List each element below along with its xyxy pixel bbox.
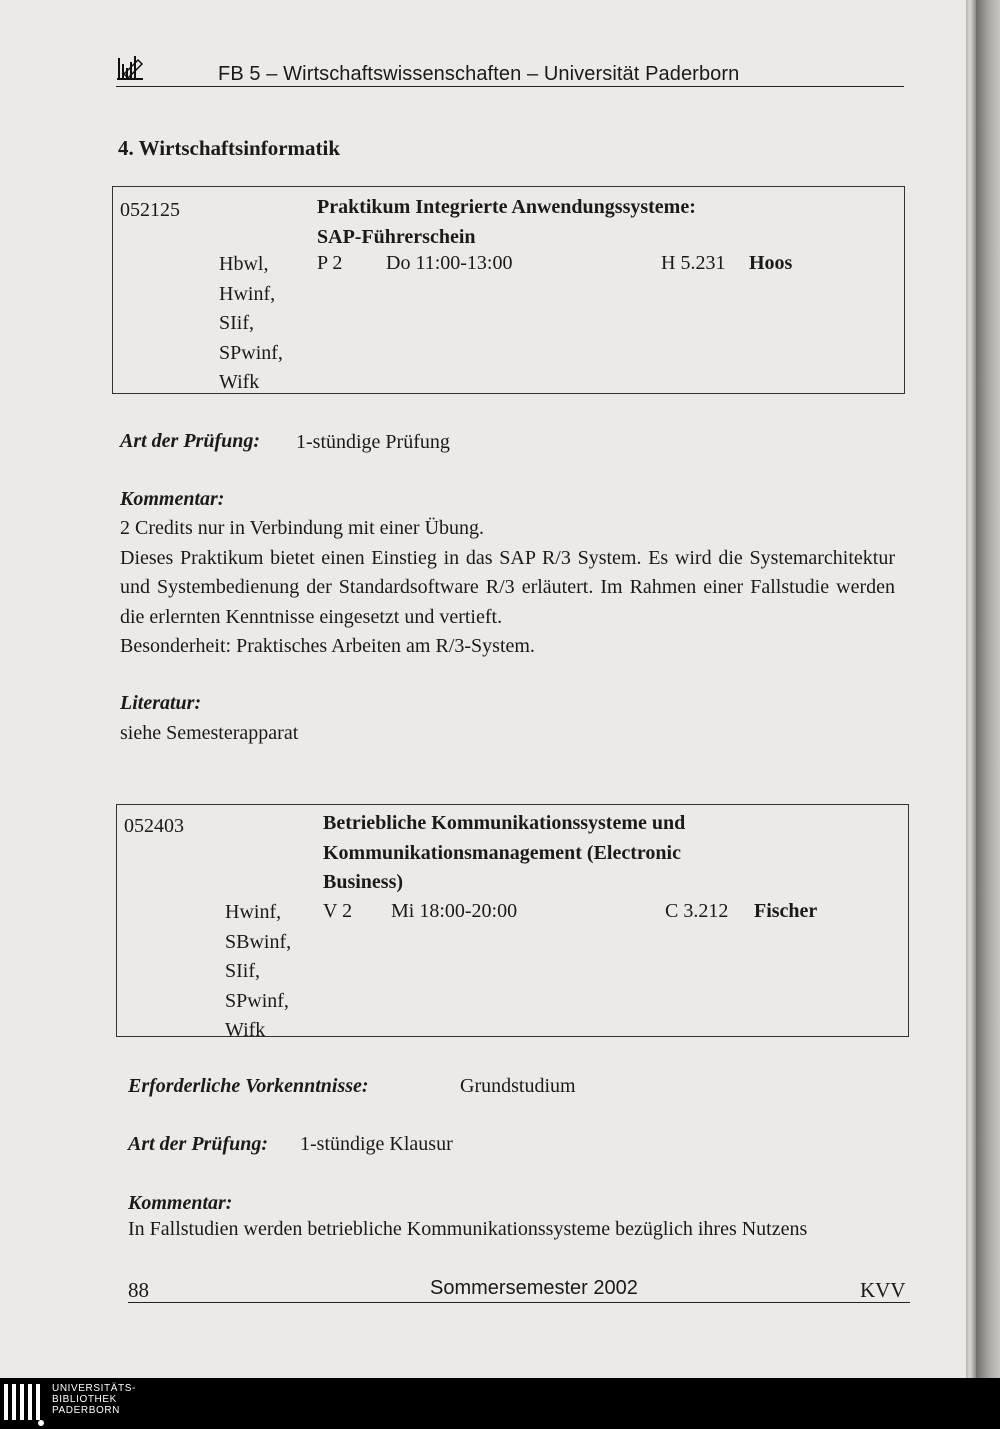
footer-rule bbox=[128, 1302, 910, 1303]
course-title: Betriebliche Kommunikationssysteme und Kommunikationsmanagement (Electronic Business) bbox=[323, 812, 686, 893]
course-number: 052125 bbox=[120, 199, 180, 221]
course-room: C 3.212 bbox=[665, 900, 729, 922]
comment-paragraph: Dieses Praktikum bietet einen Einstieg in das SAP R/3 System. Es wird die Systemarchitektur und Systembedienung der Standardsoftware R/3 erläutert. Im Rahmen einer Fallstudie werden die erlernten Kenntnisse eingesetzt und vertieft. bbox=[120, 546, 895, 628]
course-audience: Hbwl, Hwinf, SIif, SPwinf, Wifk bbox=[219, 253, 283, 393]
exam-value: 1-stündige Prüfung bbox=[296, 431, 450, 453]
prereq-value: Grundstudium bbox=[460, 1075, 576, 1097]
comment-line: 2 Credits nur in Verbindung mit einer Übung. bbox=[120, 517, 485, 539]
course-box-052403 bbox=[116, 804, 909, 1041]
exam-value: 1-stündige Klausur bbox=[300, 1133, 453, 1155]
course-audience: Hwinf, SBwinf, SIif, SPwinf, Wifk bbox=[225, 901, 292, 1041]
library-watermark-band bbox=[0, 1378, 1000, 1429]
course-box-052125 bbox=[112, 186, 905, 394]
comment-label: Kommentar: bbox=[120, 488, 225, 510]
footer-semester: Sommersemester 2002 bbox=[430, 1277, 638, 1299]
book-binding bbox=[976, 0, 1000, 1378]
page-number: 88 bbox=[128, 1278, 149, 1302]
course-time: Do 11:00-13:00 bbox=[386, 252, 513, 274]
literature-value: siehe Semesterapparat bbox=[120, 722, 299, 744]
library-logo-icon bbox=[4, 1384, 44, 1426]
course-type: V 2 bbox=[323, 900, 353, 922]
course-type: P 2 bbox=[317, 252, 343, 274]
comment-text bbox=[120, 514, 895, 662]
header-rule bbox=[116, 86, 904, 87]
comment-line: Besonderheit: Praktisches Arbeiten am R/3-System. bbox=[120, 635, 535, 657]
exam-label: Art der Prüfung: bbox=[128, 1133, 269, 1155]
course-room: H 5.231 bbox=[661, 252, 726, 274]
comment-label: Kommentar: bbox=[128, 1192, 233, 1214]
prereq-label: Erforderliche Vorkenntnisse: bbox=[128, 1075, 369, 1097]
page-header: FB 5 – Wirtschaftswissenschaften – Universität Paderborn bbox=[218, 63, 740, 85]
course-title: Praktikum Integrierte Anwendungssysteme: SAP-Führerschein bbox=[317, 196, 696, 248]
course-lecturer: Fischer bbox=[754, 900, 818, 922]
exam-label: Art der Prüfung: bbox=[120, 430, 261, 452]
literature-label: Literatur: bbox=[120, 692, 202, 714]
footer-code: KVV bbox=[860, 1278, 906, 1302]
comment-text: In Fallstudien werden betriebliche Kommunikationssysteme bezüglich ihres Nutzens bbox=[128, 1218, 808, 1240]
course-number: 052403 bbox=[124, 815, 184, 837]
page-edge bbox=[966, 0, 976, 1378]
section-title: 4. Wirtschaftsinformatik bbox=[118, 136, 341, 160]
university-logo-icon bbox=[116, 52, 144, 82]
library-name: UNIVERSITÄTS- BIBLIOTHEK PADERBORN bbox=[52, 1383, 136, 1416]
course-time: Mi 18:00-20:00 bbox=[391, 900, 518, 922]
library-logo-dot bbox=[38, 1420, 44, 1426]
course-lecturer: Hoos bbox=[749, 252, 793, 274]
